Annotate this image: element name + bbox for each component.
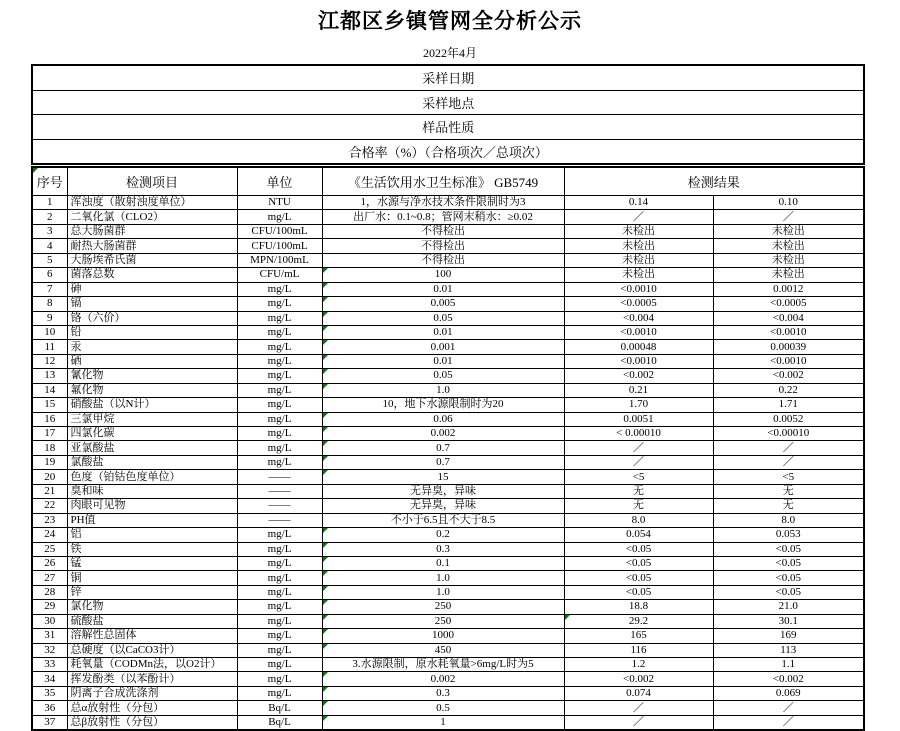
info-row <box>32 90 864 115</box>
result-site2: 0.22 <box>713 383 864 397</box>
table-row <box>32 643 864 657</box>
result-site1: ／ <box>564 210 713 224</box>
item-name: 耐热大肠菌群 <box>67 239 237 253</box>
row-index: 17 <box>32 427 67 441</box>
row-index: 36 <box>32 701 67 715</box>
item-unit: CFU/100mL <box>237 224 322 238</box>
row-index: 11 <box>32 340 67 354</box>
table-row <box>32 253 864 267</box>
item-name: 总α放射性（分包） <box>67 701 237 715</box>
item-unit: mg/L <box>237 354 322 368</box>
table-row <box>32 196 864 210</box>
row-index: 30 <box>32 614 67 628</box>
item-name: 硝酸盐（以N计） <box>67 398 237 412</box>
item-unit: mg/L <box>237 455 322 469</box>
item-name: PH值 <box>67 513 237 527</box>
result-site1: 0.0051 <box>564 412 713 426</box>
result-site2: 1.71 <box>713 398 864 412</box>
item-unit: mg/L <box>237 571 322 585</box>
standard-limit: 0.5 <box>322 701 564 715</box>
info-row <box>32 115 864 140</box>
result-site1: ／ <box>564 455 713 469</box>
item-unit: mg/L <box>237 542 322 556</box>
item-name: 硒 <box>67 354 237 368</box>
item-name: 总β放射性（分包） <box>67 715 237 730</box>
row-index: 37 <box>32 715 67 730</box>
row-index: 32 <box>32 643 67 657</box>
standard-limit: 0.001 <box>322 340 564 354</box>
result-site2: 未检出 <box>713 224 864 238</box>
row-index: 14 <box>32 383 67 397</box>
standard-limit: 0.002 <box>322 427 564 441</box>
item-unit: mg/L <box>237 412 322 426</box>
result-site2: 未检出 <box>713 239 864 253</box>
item-unit: —— <box>237 470 322 484</box>
standard-limit: 0.01 <box>322 325 564 339</box>
item-unit: Bq/L <box>237 701 322 715</box>
table-row <box>32 210 864 224</box>
tables-container <box>31 64 864 731</box>
row-index: 23 <box>32 513 67 527</box>
result-site2: 0.053 <box>713 528 864 542</box>
item-unit: mg/L <box>237 686 322 700</box>
item-name: 色度（铂钴色度单位） <box>67 470 237 484</box>
table-row <box>32 383 864 397</box>
analysis-results-table <box>31 166 865 731</box>
standard-limit: 0.2 <box>322 528 564 542</box>
result-site2: <0.0010 <box>713 354 864 368</box>
row-index: 7 <box>32 282 67 296</box>
table-row <box>32 427 864 441</box>
result-site2: 113 <box>713 643 864 657</box>
standard-limit: 0.005 <box>322 297 564 311</box>
result-site1: ／ <box>564 441 713 455</box>
row-index: 2 <box>32 210 67 224</box>
col-header-item: 检测项目 <box>67 167 237 196</box>
item-unit: —— <box>237 499 322 513</box>
result-site2: 未检出 <box>713 268 864 282</box>
table-row <box>32 470 864 484</box>
result-site2: 0.069 <box>713 686 864 700</box>
row-index: 35 <box>32 686 67 700</box>
result-site1: 0.074 <box>564 686 713 700</box>
table-row <box>32 556 864 570</box>
standard-limit: 15 <box>322 470 564 484</box>
standard-limit: 不得检出 <box>322 224 564 238</box>
item-unit: mg/L <box>237 441 322 455</box>
item-unit: NTU <box>237 196 322 210</box>
result-site2: ／ <box>713 210 864 224</box>
result-site2: ／ <box>713 441 864 455</box>
table-row <box>32 441 864 455</box>
result-site1: <0.0010 <box>564 325 713 339</box>
info-label: 采样地点 <box>32 90 864 115</box>
standard-limit: 1.0 <box>322 571 564 585</box>
row-index: 29 <box>32 600 67 614</box>
item-name: 铁 <box>67 542 237 556</box>
table-row <box>32 600 864 614</box>
row-index: 8 <box>32 297 67 311</box>
item-unit: mg/L <box>237 210 322 224</box>
result-site2: <0.05 <box>713 542 864 556</box>
item-name: 总大肠菌群 <box>67 224 237 238</box>
result-site1: <0.002 <box>564 672 713 686</box>
row-index: 22 <box>32 499 67 513</box>
result-site1: <0.0010 <box>564 282 713 296</box>
standard-limit: 0.3 <box>322 686 564 700</box>
result-site1: < 0.00010 <box>564 427 713 441</box>
result-site1: 1.2 <box>564 658 713 672</box>
result-site2: <0.004 <box>713 311 864 325</box>
result-site2: ／ <box>713 715 864 730</box>
table-row <box>32 715 864 730</box>
standard-limit: 无异臭，异味 <box>322 499 564 513</box>
result-site1: <0.0005 <box>564 297 713 311</box>
row-index: 31 <box>32 629 67 643</box>
row-index: 19 <box>32 455 67 469</box>
table-row <box>32 571 864 585</box>
result-site1: 1.70 <box>564 398 713 412</box>
table-row <box>32 354 864 368</box>
result-site2: 未检出 <box>713 253 864 267</box>
col-header-standard: 《生活饮用水卫生标准》 GB5749 <box>322 167 564 196</box>
row-index: 24 <box>32 528 67 542</box>
item-unit: CFU/100mL <box>237 239 322 253</box>
result-site1: 18.8 <box>564 600 713 614</box>
item-unit: Bq/L <box>237 715 322 730</box>
info-row <box>32 139 864 164</box>
standard-limit: 不得检出 <box>322 253 564 267</box>
result-site2: <0.002 <box>713 672 864 686</box>
standard-limit: 出厂水：0.1~0.8；管网末稍水：≥0.02 <box>322 210 564 224</box>
row-index: 10 <box>32 325 67 339</box>
item-unit: mg/L <box>237 556 322 570</box>
standard-limit: 3.水源限制，原水耗氧量>6mg/L时为5 <box>322 658 564 672</box>
result-site2: 0.00039 <box>713 340 864 354</box>
item-name: 氯化物 <box>67 600 237 614</box>
row-index: 5 <box>32 253 67 267</box>
info-label: 合格率（%）（合格项次／总项次） <box>32 139 864 164</box>
item-unit: mg/L <box>237 311 322 325</box>
standard-limit: 1 <box>322 715 564 730</box>
item-name: 铅 <box>67 325 237 339</box>
info-label: 样品性质 <box>32 115 864 140</box>
row-index: 26 <box>32 556 67 570</box>
item-name: 臭和味 <box>67 484 237 498</box>
result-site2: 0.0012 <box>713 282 864 296</box>
item-name: 汞 <box>67 340 237 354</box>
standard-limit: 无异臭，异味 <box>322 484 564 498</box>
result-site2: <5 <box>713 470 864 484</box>
standard-limit: 1.0 <box>322 383 564 397</box>
item-name: 总硬度（以CaCO3计） <box>67 643 237 657</box>
row-index: 1 <box>32 196 67 210</box>
table-row <box>32 455 864 469</box>
standard-limit: 0.7 <box>322 455 564 469</box>
result-site1: 0.054 <box>564 528 713 542</box>
table-row <box>32 658 864 672</box>
standard-limit: 0.01 <box>322 354 564 368</box>
result-site2: <0.0005 <box>713 297 864 311</box>
item-name: 镉 <box>67 297 237 311</box>
item-unit: mg/L <box>237 427 322 441</box>
standard-limit: 0.01 <box>322 282 564 296</box>
item-name: 铬（六价） <box>67 311 237 325</box>
table-row <box>32 311 864 325</box>
result-site1: <0.05 <box>564 585 713 599</box>
result-site2: <0.05 <box>713 571 864 585</box>
standard-limit: 0.05 <box>322 311 564 325</box>
item-unit: mg/L <box>237 629 322 643</box>
row-index: 6 <box>32 268 67 282</box>
table-row <box>32 672 864 686</box>
item-unit: mg/L <box>237 658 322 672</box>
result-site2: 0.0052 <box>713 412 864 426</box>
row-index: 9 <box>32 311 67 325</box>
item-unit: mg/L <box>237 672 322 686</box>
item-unit: mg/L <box>237 325 322 339</box>
item-name: 氰化物 <box>67 369 237 383</box>
item-name: 四氯化碳 <box>67 427 237 441</box>
result-site2: 无 <box>713 499 864 513</box>
item-unit: mg/L <box>237 383 322 397</box>
table-row <box>32 614 864 628</box>
row-index: 21 <box>32 484 67 498</box>
standard-limit: 0.05 <box>322 369 564 383</box>
item-unit: mg/L <box>237 600 322 614</box>
row-index: 18 <box>32 441 67 455</box>
result-site1: ／ <box>564 715 713 730</box>
item-name: 溶解性总固体 <box>67 629 237 643</box>
row-index: 16 <box>32 412 67 426</box>
result-site1: <0.05 <box>564 556 713 570</box>
result-site2: 0.10 <box>713 196 864 210</box>
item-unit: mg/L <box>237 528 322 542</box>
result-site1: <0.004 <box>564 311 713 325</box>
row-index: 13 <box>32 369 67 383</box>
result-site2: 8.0 <box>713 513 864 527</box>
row-index: 4 <box>32 239 67 253</box>
table-row <box>32 340 864 354</box>
result-site2: 169 <box>713 629 864 643</box>
item-name: 挥发酚类（以苯酚计） <box>67 672 237 686</box>
item-name: 大肠埃希氏菌 <box>67 253 237 267</box>
result-site1: 0.00048 <box>564 340 713 354</box>
result-site1: 无 <box>564 499 713 513</box>
table-row <box>32 686 864 700</box>
table-row <box>32 585 864 599</box>
result-site2: ／ <box>713 455 864 469</box>
item-name: 硫酸盐 <box>67 614 237 628</box>
row-index: 15 <box>32 398 67 412</box>
table-row <box>32 282 864 296</box>
result-site1: 无 <box>564 484 713 498</box>
result-site1: ／ <box>564 701 713 715</box>
table-row <box>32 398 864 412</box>
col-header-unit: 单位 <box>237 167 322 196</box>
standard-limit: 250 <box>322 614 564 628</box>
item-name: 阴离子合成洗涤剂 <box>67 686 237 700</box>
item-name: 亚氯酸盐 <box>67 441 237 455</box>
table-row <box>32 239 864 253</box>
table-row <box>32 325 864 339</box>
item-name: 锰 <box>67 556 237 570</box>
item-name: 铝 <box>67 528 237 542</box>
row-index: 12 <box>32 354 67 368</box>
row-index: 20 <box>32 470 67 484</box>
standard-limit: 1，水源与净水技术条件限制时为3 <box>322 196 564 210</box>
result-site2: <0.0010 <box>713 325 864 339</box>
item-unit: CFU/mL <box>237 268 322 282</box>
row-index: 27 <box>32 571 67 585</box>
standard-limit: 0.002 <box>322 672 564 686</box>
standard-limit: 1.0 <box>322 585 564 599</box>
item-unit: mg/L <box>237 643 322 657</box>
standard-limit: 0.1 <box>322 556 564 570</box>
sampling-info-table <box>31 64 865 165</box>
standard-limit: 0.7 <box>322 441 564 455</box>
item-name: 锌 <box>67 585 237 599</box>
result-site1: 165 <box>564 629 713 643</box>
item-name: 砷 <box>67 282 237 296</box>
table-row <box>32 542 864 556</box>
page-title: 江都区乡镇管网全分析公示 <box>318 10 582 33</box>
item-unit: mg/L <box>237 369 322 383</box>
result-site1: 未检出 <box>564 253 713 267</box>
standard-limit: 250 <box>322 600 564 614</box>
item-unit: mg/L <box>237 340 322 354</box>
item-name: 二氧化氯（CLO2） <box>67 210 237 224</box>
item-unit: —— <box>237 484 322 498</box>
row-index: 28 <box>32 585 67 599</box>
item-name: 铜 <box>67 571 237 585</box>
info-row <box>32 65 864 90</box>
result-site1: 116 <box>564 643 713 657</box>
item-unit: mg/L <box>237 585 322 599</box>
table-row <box>32 528 864 542</box>
item-unit: mg/L <box>237 398 322 412</box>
result-site1: 29.2 <box>564 614 713 628</box>
result-site1: 8.0 <box>564 513 713 527</box>
result-site2: 1.1 <box>713 658 864 672</box>
result-site1: <0.05 <box>564 542 713 556</box>
item-unit: —— <box>237 513 322 527</box>
report-month: 2022年4月 <box>422 46 477 60</box>
result-site1: 0.14 <box>564 196 713 210</box>
result-site2: <0.05 <box>713 556 864 570</box>
table-row <box>32 499 864 513</box>
table-row <box>32 369 864 383</box>
table-row <box>32 513 864 527</box>
col-header-index: 序号 <box>32 167 67 196</box>
row-index: 33 <box>32 658 67 672</box>
table-row <box>32 701 864 715</box>
result-site1: 未检出 <box>564 268 713 282</box>
table-row <box>32 629 864 643</box>
result-site2: <0.05 <box>713 585 864 599</box>
item-name: 氟化物 <box>67 383 237 397</box>
item-name: 耗氧量（CODMn法，以O2计） <box>67 658 237 672</box>
standard-limit: 450 <box>322 643 564 657</box>
result-site1: 0.21 <box>564 383 713 397</box>
standard-limit: 1000 <box>322 629 564 643</box>
result-site1: <5 <box>564 470 713 484</box>
item-name: 氯酸盐 <box>67 455 237 469</box>
table-row <box>32 268 864 282</box>
result-site2: ／ <box>713 701 864 715</box>
item-unit: mg/L <box>237 614 322 628</box>
result-site2: 21.0 <box>713 600 864 614</box>
result-site1: <0.0010 <box>564 354 713 368</box>
standard-limit: 0.06 <box>322 412 564 426</box>
column-header-row <box>32 167 864 196</box>
standard-limit: 100 <box>322 268 564 282</box>
item-unit: MPN/100mL <box>237 253 322 267</box>
result-site2: 30.1 <box>713 614 864 628</box>
result-site2: 无 <box>713 484 864 498</box>
item-name: 三氯甲烷 <box>67 412 237 426</box>
result-site1: <0.05 <box>564 571 713 585</box>
row-index: 25 <box>32 542 67 556</box>
item-name: 浑浊度（散射浊度单位） <box>67 196 237 210</box>
standard-limit: 0.3 <box>322 542 564 556</box>
result-site1: <0.002 <box>564 369 713 383</box>
item-name: 菌落总数 <box>67 268 237 282</box>
row-index: 34 <box>32 672 67 686</box>
result-site1: 未检出 <box>564 239 713 253</box>
table-row <box>32 224 864 238</box>
table-row <box>32 412 864 426</box>
standard-limit: 不小于6.5且不大于8.5 <box>322 513 564 527</box>
col-header-result: 检测结果 <box>564 167 864 196</box>
row-index: 3 <box>32 224 67 238</box>
item-unit: mg/L <box>237 297 322 311</box>
table-row <box>32 297 864 311</box>
result-site1: 未检出 <box>564 224 713 238</box>
result-site2: <0.00010 <box>713 427 864 441</box>
item-name: 肉眼可见物 <box>67 499 237 513</box>
standard-limit: 10，地下水源限制时为20 <box>322 398 564 412</box>
info-label: 采样日期 <box>32 65 864 90</box>
table-row <box>32 484 864 498</box>
standard-limit: 不得检出 <box>322 239 564 253</box>
result-site2: <0.002 <box>713 369 864 383</box>
item-unit: mg/L <box>237 282 322 296</box>
